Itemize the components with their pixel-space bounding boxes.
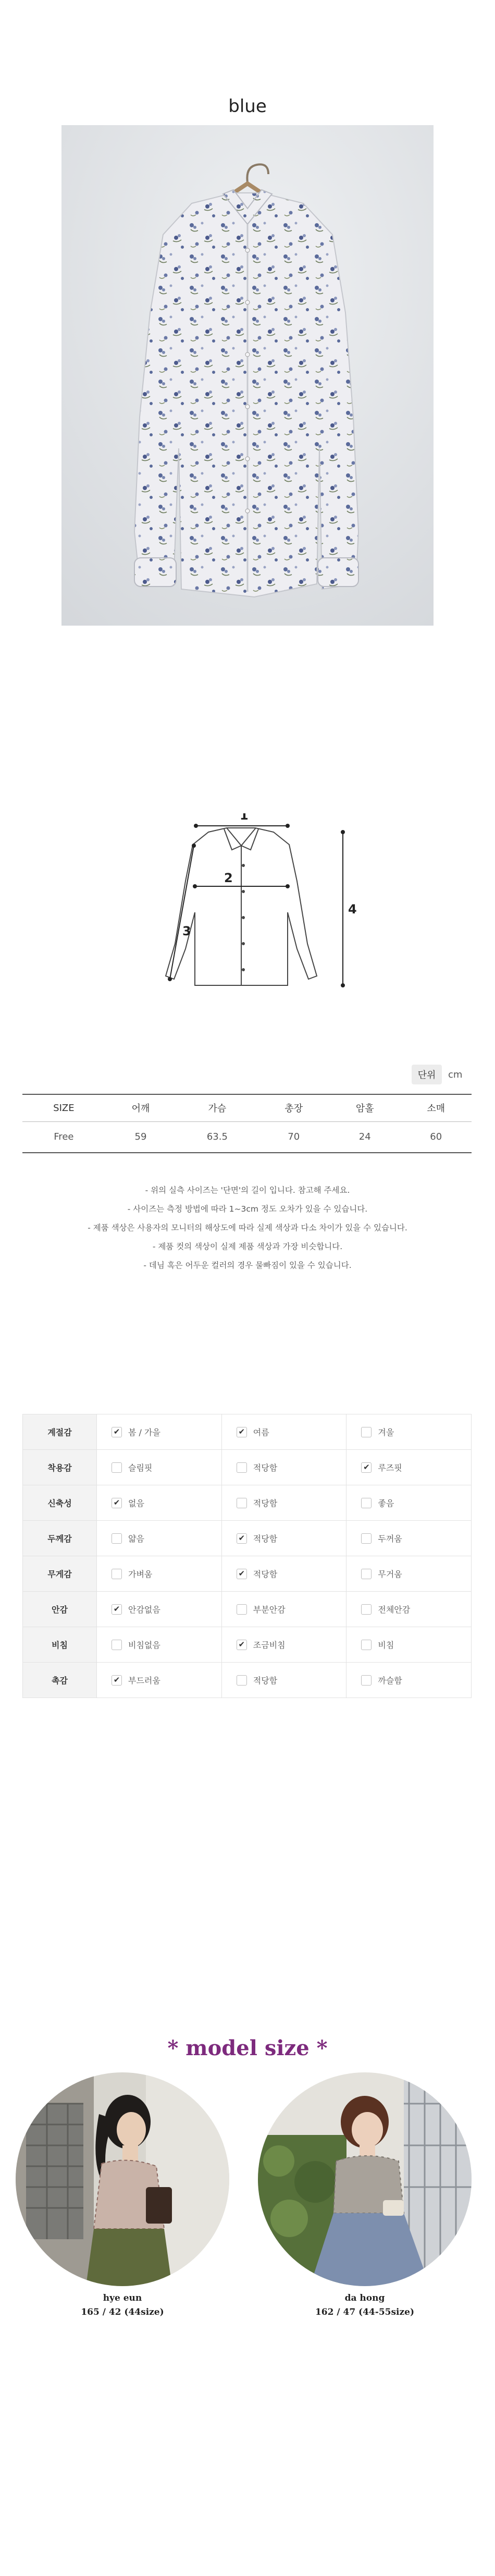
feature-option xyxy=(97,1450,222,1485)
size-header-shoulder: 어깨 xyxy=(105,1094,176,1121)
feature-option xyxy=(97,1414,222,1450)
checkbox-checked-icon: ✔ xyxy=(112,1498,122,1508)
note-line: - 제품 컷의 색상이 실제 제품 색상과 가장 비슷합니다. xyxy=(152,1242,343,1251)
feature-option xyxy=(221,1521,346,1556)
feature-option xyxy=(346,1414,472,1450)
feature-option-wrap xyxy=(346,1568,471,1580)
model-caption-da-hong xyxy=(258,2291,472,2319)
feature-option-label: 적당함 xyxy=(253,1534,278,1544)
feature-option xyxy=(97,1521,222,1556)
feature-category: 두께감 xyxy=(23,1521,97,1556)
diagram-label-3: 3 xyxy=(182,924,191,938)
feature-option-label: 좋음 xyxy=(378,1498,394,1508)
feature-option-label: 두꺼움 xyxy=(378,1534,402,1544)
product-photo xyxy=(61,125,434,626)
feature-option-wrap xyxy=(222,1497,346,1509)
table-row xyxy=(23,1592,472,1627)
feature-option-wrap xyxy=(97,1532,221,1544)
feature-option-label: 부드러움 xyxy=(128,1676,160,1686)
feature-option xyxy=(346,1485,472,1521)
feature-option xyxy=(346,1592,472,1627)
feature-option-wrap xyxy=(97,1603,221,1615)
feature-option-wrap xyxy=(97,1461,221,1473)
feature-option-label: 루즈핏 xyxy=(378,1463,402,1473)
feature-option-label: 슬림핏 xyxy=(128,1463,153,1473)
feature-option-label: 얇음 xyxy=(128,1534,144,1544)
feature-option-wrap xyxy=(97,1674,221,1686)
feature-option-wrap xyxy=(346,1674,471,1686)
feature-option-wrap xyxy=(222,1426,346,1438)
feature-option-wrap xyxy=(346,1603,471,1615)
note-line: - 제품 색상은 사용자의 모니터의 해상도에 따라 실제 색상과 다소 차이가 있을 수 있습니다. xyxy=(88,1223,407,1232)
feature-option-wrap xyxy=(97,1426,221,1438)
model-size: 162 / 47 (44-55size) xyxy=(315,2307,415,2317)
table-row xyxy=(23,1556,472,1592)
feature-option-label: 비침없음 xyxy=(128,1640,160,1650)
table-row xyxy=(22,1121,472,1153)
feature-option xyxy=(97,1663,222,1698)
feature-option xyxy=(97,1485,222,1521)
note-line: - 사이즈는 측정 방법에 따라 1~3cm 정도 오차가 있을 수 있습니다. xyxy=(127,1204,368,1214)
checkbox-empty-icon xyxy=(361,1604,372,1615)
color-name: blue xyxy=(228,96,267,117)
feature-option-wrap xyxy=(97,1568,221,1580)
model-name: hye eun xyxy=(103,2293,142,2303)
feature-option xyxy=(346,1627,472,1663)
feature-option-wrap xyxy=(346,1532,471,1544)
feature-option xyxy=(221,1556,346,1592)
feature-option-wrap xyxy=(346,1461,471,1473)
feature-category: 무게감 xyxy=(23,1556,97,1592)
feature-option-label: 겨울 xyxy=(378,1427,394,1437)
model-photo-da-hong xyxy=(258,2072,472,2286)
feature-option-label: 없음 xyxy=(128,1498,144,1508)
feature-option-wrap xyxy=(346,1426,471,1438)
size-cell: 63.5 xyxy=(176,1121,258,1153)
feature-option-wrap xyxy=(97,1497,221,1509)
model-size-title: * model size * xyxy=(167,2036,328,2060)
feature-option-wrap xyxy=(222,1674,346,1686)
size-cell: 59 xyxy=(105,1121,176,1153)
feature-category: 계절감 xyxy=(23,1414,97,1450)
checkbox-empty-icon xyxy=(361,1498,372,1508)
feature-option-wrap xyxy=(222,1639,346,1651)
table-row xyxy=(23,1521,472,1556)
unit-cm-label[interactable]: cm xyxy=(448,1069,463,1080)
feature-option-wrap xyxy=(222,1461,346,1473)
size-header-length: 총장 xyxy=(258,1094,329,1121)
feature-option xyxy=(346,1521,472,1556)
unit-toggle xyxy=(412,1065,462,1084)
feature-category: 비침 xyxy=(23,1627,97,1663)
size-table-header xyxy=(22,1094,472,1121)
feature-option-label: 적당함 xyxy=(253,1676,278,1686)
feature-option-label: 무거움 xyxy=(378,1569,402,1579)
model-name: da hong xyxy=(344,2293,385,2303)
checkbox-empty-icon xyxy=(112,1640,122,1650)
checkbox-checked-icon: ✔ xyxy=(237,1533,247,1544)
checkbox-empty-icon xyxy=(237,1462,247,1473)
diagram-label-1: 1 xyxy=(240,813,249,823)
feature-option-label: 적당함 xyxy=(253,1463,278,1473)
feature-category: 촉감 xyxy=(23,1663,97,1698)
feature-option-label: 적당함 xyxy=(253,1498,278,1508)
checkbox-empty-icon xyxy=(237,1675,247,1686)
feature-option-wrap xyxy=(346,1639,471,1651)
feature-option-label: 가벼움 xyxy=(128,1569,153,1579)
table-row xyxy=(23,1414,472,1450)
size-header-chest: 가슴 xyxy=(176,1094,258,1121)
feature-option-label: 전체안감 xyxy=(378,1605,411,1615)
feature-option xyxy=(221,1414,346,1450)
checkbox-empty-icon xyxy=(112,1462,122,1473)
feature-option xyxy=(221,1485,346,1521)
note-line: - 위의 실측 사이즈는 '단면'의 길이 입니다. 참고해 주세요. xyxy=(145,1186,350,1195)
diagram-label-4: 4 xyxy=(348,902,357,917)
size-header-size: SIZE xyxy=(22,1094,105,1121)
feature-option-wrap xyxy=(346,1497,471,1509)
feature-option xyxy=(346,1663,472,1698)
table-row xyxy=(23,1485,472,1521)
checkbox-empty-icon xyxy=(361,1533,372,1544)
feature-option-label: 부분안감 xyxy=(253,1605,286,1615)
size-cell: Free xyxy=(22,1121,105,1153)
table-row xyxy=(23,1450,472,1485)
table-row xyxy=(23,1627,472,1663)
feature-option xyxy=(346,1450,472,1485)
size-cell: 70 xyxy=(258,1121,329,1153)
size-cell: 24 xyxy=(329,1121,400,1153)
feature-option-label: 조금비침 xyxy=(253,1640,286,1650)
table-row xyxy=(23,1663,472,1698)
note-line: - 데님 혹은 어두운 컬러의 경우 물빠짐이 있을 수 있습니다. xyxy=(143,1261,352,1270)
feature-option-label: 까슬함 xyxy=(378,1676,402,1686)
feature-category: 안감 xyxy=(23,1592,97,1627)
model-photo-hye-eun xyxy=(16,2072,229,2286)
feature-option xyxy=(221,1627,346,1663)
feature-option-wrap xyxy=(222,1532,346,1544)
checkbox-empty-icon xyxy=(361,1640,372,1650)
checkbox-empty-icon xyxy=(112,1533,122,1544)
size-notes xyxy=(0,1181,495,1275)
diagram-label-2: 2 xyxy=(224,871,233,885)
checkbox-empty-icon xyxy=(112,1569,122,1579)
checkbox-checked-icon: ✔ xyxy=(112,1604,122,1615)
checkbox-checked-icon: ✔ xyxy=(237,1427,247,1437)
feature-table xyxy=(22,1414,472,1698)
checkbox-checked-icon: ✔ xyxy=(112,1675,122,1686)
checkbox-empty-icon xyxy=(361,1675,372,1686)
feature-option xyxy=(221,1450,346,1485)
feature-option-wrap xyxy=(222,1603,346,1615)
feature-option-label: 적당함 xyxy=(253,1569,278,1579)
checkbox-checked-icon: ✔ xyxy=(112,1427,122,1437)
checkbox-checked-icon: ✔ xyxy=(237,1569,247,1579)
feature-category: 착용감 xyxy=(23,1450,97,1485)
model-caption-hye-eun xyxy=(16,2291,229,2319)
size-header-sleeve: 소매 xyxy=(400,1094,472,1121)
feature-option xyxy=(346,1556,472,1592)
feature-option-wrap xyxy=(97,1639,221,1651)
feature-option-wrap xyxy=(222,1568,346,1580)
checkbox-empty-icon xyxy=(361,1427,372,1437)
checkbox-empty-icon xyxy=(361,1569,372,1579)
feature-option-label: 비침 xyxy=(378,1640,394,1650)
size-header-armhole: 암홀 xyxy=(329,1094,400,1121)
size-cell: 60 xyxy=(400,1121,472,1153)
checkbox-empty-icon xyxy=(237,1498,247,1508)
feature-option xyxy=(97,1627,222,1663)
feature-option xyxy=(221,1663,346,1698)
feature-option-label: 안감없음 xyxy=(128,1605,160,1615)
feature-option xyxy=(97,1592,222,1627)
checkbox-checked-icon: ✔ xyxy=(361,1462,372,1473)
unit-button[interactable]: 단위 xyxy=(412,1065,442,1084)
feature-option-label: 봄 / 가을 xyxy=(128,1427,160,1437)
size-table xyxy=(22,1094,472,1153)
measurement-diagram xyxy=(141,813,360,1011)
feature-option-label: 여름 xyxy=(253,1427,269,1437)
checkbox-checked-icon: ✔ xyxy=(237,1640,247,1650)
feature-option xyxy=(221,1592,346,1627)
checkbox-empty-icon xyxy=(237,1604,247,1615)
model-size: 165 / 42 (44size) xyxy=(81,2307,164,2317)
feature-category: 신축성 xyxy=(23,1485,97,1521)
feature-option xyxy=(97,1556,222,1592)
